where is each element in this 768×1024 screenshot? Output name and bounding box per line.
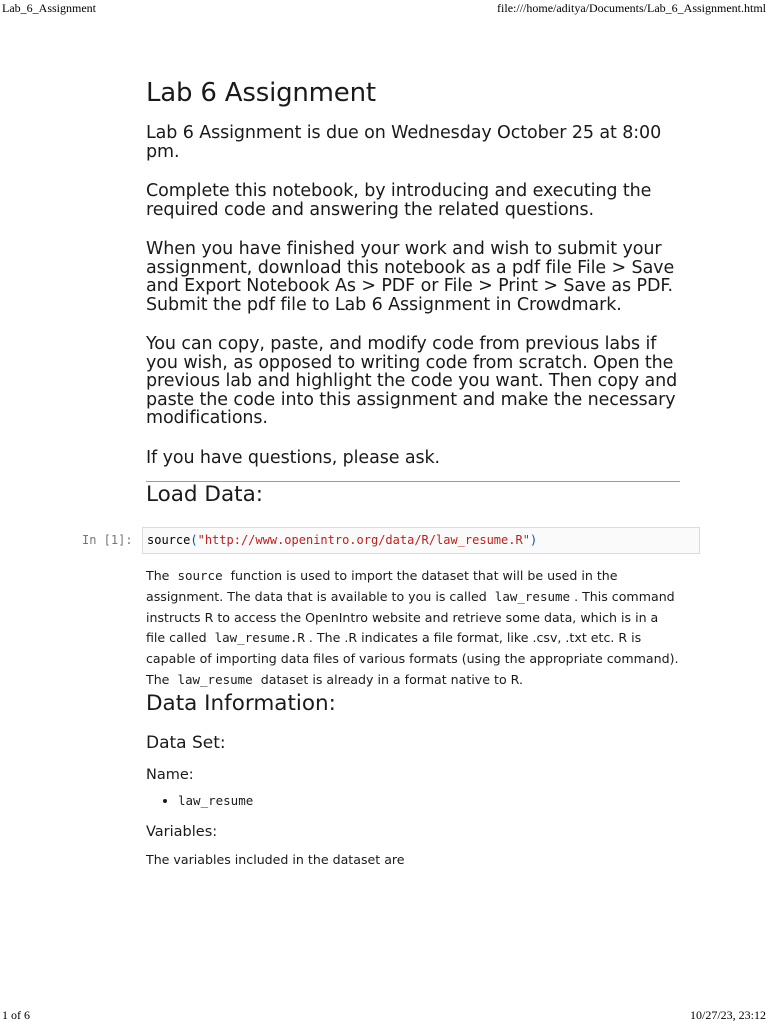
- page-count: 1 of 6: [2, 1008, 30, 1022]
- print-header-title: Lab_6_Assignment: [2, 1, 96, 15]
- load-data-heading: Load Data:: [146, 482, 263, 507]
- desc-text: The: [146, 568, 170, 583]
- name-list: [146, 792, 680, 810]
- cell-prompt: In [1]:: [82, 533, 133, 547]
- desc-text: . This command instructs R to access the OpenIntro website and retrieve some data, which is in a file called: [146, 588, 675, 646]
- inline-code: law_resume.R: [214, 630, 305, 646]
- load-data-description: [146, 566, 680, 691]
- inline-code: law_resume: [494, 588, 571, 604]
- code-function: source: [147, 533, 191, 547]
- print-header: [0, 1, 768, 16]
- data-set-heading: Data Set:: [146, 732, 226, 753]
- intro-complete: Complete this notebook, by introducing and executing the required code and answering the related questions.: [146, 181, 652, 220]
- inline-code: source: [177, 568, 223, 583]
- code-paren-close: ): [529, 533, 538, 547]
- notebook-page: [82, 78, 680, 867]
- print-timestamp: 10/27/23, 23:12: [689, 1008, 766, 1022]
- inline-code: law_resume: [177, 671, 253, 687]
- print-footer: [0, 1008, 768, 1023]
- print-header-url: file:///home/aditya/Documents/Lab_6_Assignment.html: [497, 1, 766, 15]
- intro-questions: If you have questions, please ask.: [146, 447, 440, 468]
- intro-copy-code: You can copy, paste, and modify code from previous labs if you wish, as opposed to writing code from scratch. Open the previous lab and highlight the code you want. Then copy and paste the code into this assignment and make the necessary modifications.: [146, 334, 678, 428]
- code-paren-open: (: [190, 533, 198, 547]
- list-item: • law_resume: [178, 792, 680, 810]
- data-information-heading: Data Information:: [146, 690, 336, 716]
- desc-text: . The .R indicates a file format, like .csv, .txt etc. R is capable of importing data files of various formats (using the appropriate command). The: [146, 630, 679, 687]
- name-heading: Name:: [146, 766, 194, 783]
- variables-heading: Variables:: [146, 823, 218, 840]
- code-input[interactable]: [142, 527, 700, 554]
- desc-text: function is used to import the dataset that will be used in the assignment. The data that is available to you is called: [146, 568, 618, 604]
- intro-submit: When you have finished your work and wish to submit your assignment, download this notebook as a pdf file File > Save and Export Notebook As > PDF or File > Print > Save as PDF. Submit the pdf file to Lab 6 Assignment in Crowdmark.: [146, 239, 675, 315]
- variables-text: The variables included in the dataset are: [146, 851, 405, 867]
- intro-section: [146, 124, 680, 467]
- desc-text: dataset is already in a format native to R.: [260, 671, 523, 687]
- code-string: "http://www.openintro.org/data/R/law_resume.R": [197, 533, 530, 547]
- page-title: Lab 6 Assignment: [146, 78, 376, 108]
- code-cell[interactable]: [82, 527, 680, 554]
- intro-due-date: Lab 6 Assignment is due on Wednesday October 25 at 8:00 pm.: [146, 123, 662, 162]
